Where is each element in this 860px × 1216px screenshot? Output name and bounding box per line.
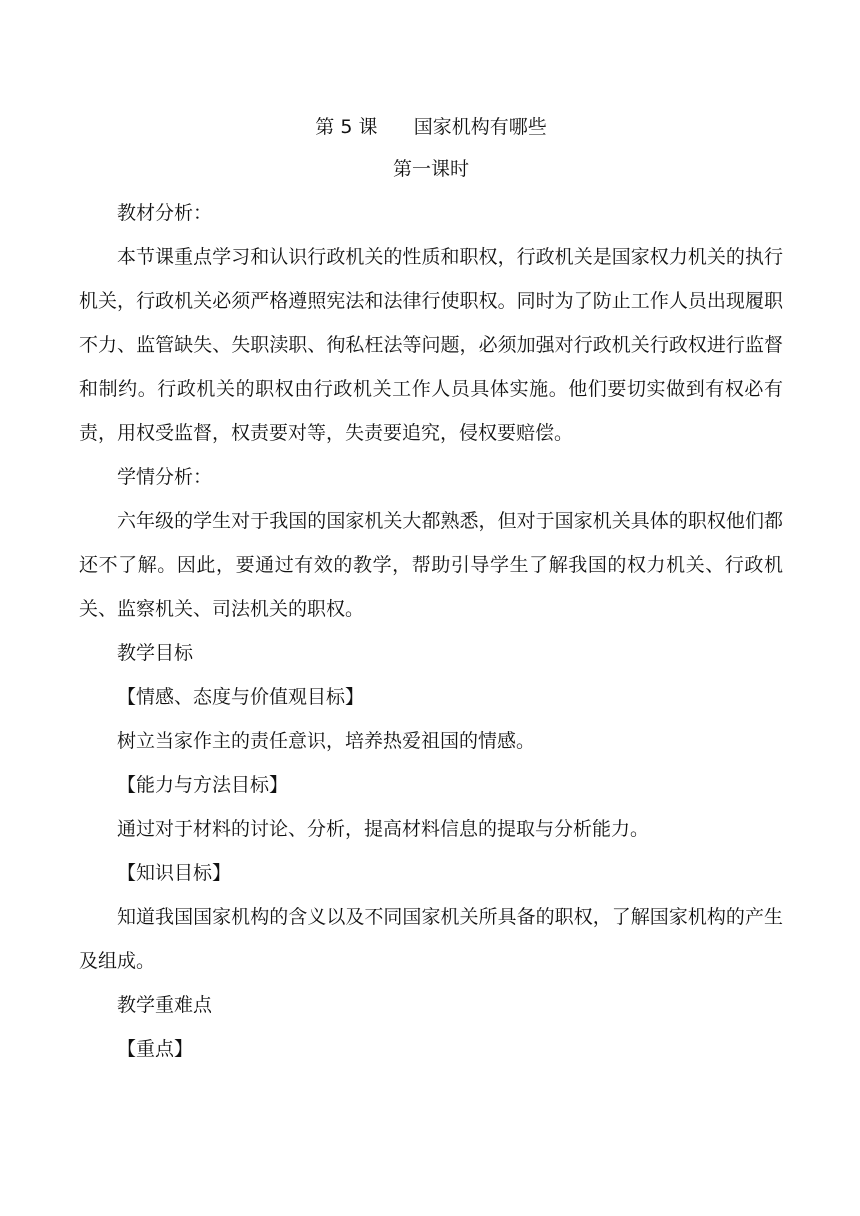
lesson-title: 第 5 课 国家机构有哪些 bbox=[315, 116, 547, 138]
subheading-key-points: 【重点】 bbox=[117, 1038, 194, 1060]
subheading-knowledge-goals: 【知识目标】 bbox=[117, 862, 232, 884]
document-body bbox=[79, 107, 783, 1071]
subheading-ability-goals: 【能力与方法目标】 bbox=[117, 774, 289, 796]
heading-student-analysis: 学情分析： bbox=[117, 466, 213, 488]
paragraph-emotion-goals: 树立当家作主的责任意识，培养热爱祖国的情感。 bbox=[117, 730, 536, 752]
heading-key-difficult-points: 教学重难点 bbox=[117, 994, 213, 1016]
heading-teaching-goals: 教学目标 bbox=[117, 642, 194, 664]
paragraph-student-analysis: 六年级的学生对于我国的国家机关大都熟悉，但对于国家机关具体的职权他们都还不了解。因此，要通过有效的教学，帮助引导学生了解我国的权力机关、行政机关、监察机关、司法机关的职权。 bbox=[79, 510, 783, 620]
paragraph-ability-goals: 通过对于材料的讨论、分析，提高材料信息的提取与分析能力。 bbox=[117, 818, 650, 840]
subheading-emotion-goals: 【情感、态度与价值观目标】 bbox=[117, 686, 365, 708]
paragraph-knowledge-goals: 知道我国国家机构的含义以及不同国家机关所具备的职权，了解国家机构的产生及组成。 bbox=[79, 906, 783, 972]
lesson-subtitle: 第一课时 bbox=[392, 158, 469, 180]
paragraph-textbook-analysis: 本节课重点学习和认识行政机关的性质和职权，行政机关是国家权力机关的执行机关，行政机关必须严格遵照宪法和法律行使职权。同时为了防止工作人员出现履职不力、监管缺失、失职渎职、徇私枉法等问题，必须加强对行政机关行政权进行监督和制约。行政机关的职权由行政机关工作人员具体实施。他们要切实做到有权必有责，用权受监督，权责要对等，失责要追究，侵权要赔偿。 bbox=[79, 246, 783, 444]
heading-textbook-analysis: 教材分析： bbox=[117, 202, 213, 224]
